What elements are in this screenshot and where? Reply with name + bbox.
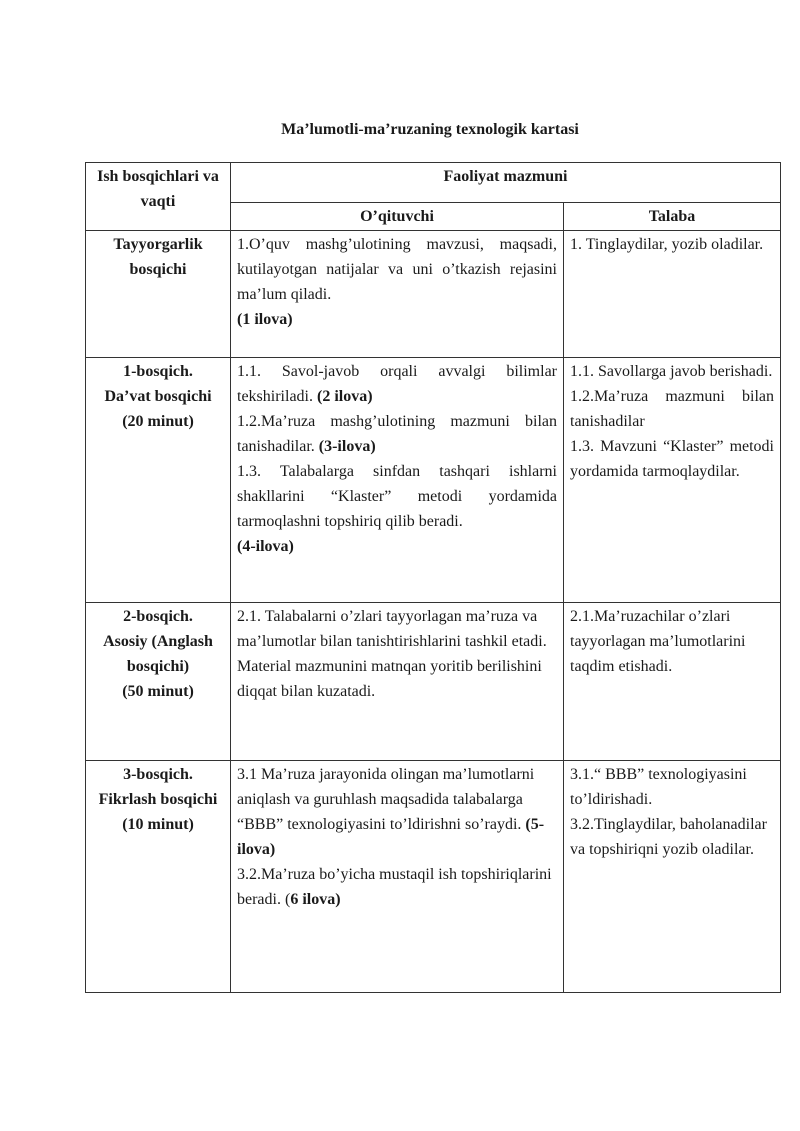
student-cell: 1.1. Savollarga javob berishadi. 1.2.Ma’ruza mazmuni bilan tanishadilar 1.3. Mavzuni “Klaster” metodi yordamida tarmoqlaydilar. (564, 358, 781, 603)
teacher-cell: 1.1. Savol-javob orqali avvalgi bilimlar tekshiriladi. (2 ilova) 1.2.Ma’ruza mashg’ulotining mazmuni bilan tanishadilar. (3-ilova) 1.3. Talabalarga sinfdan tashqari ishlarni shakllarini “Klaster” metodi yordamida tarmoqlashni topshiriq qilib beradi. (4-ilova) (231, 358, 564, 603)
table-row (86, 358, 781, 603)
table-row (86, 231, 781, 358)
stage-cell: Tayyorgarlik bosqichi (86, 231, 231, 358)
student-cell: 3.1.“ BBB” texnologiyasini to’ldirishadi. 3.2.Tinglaydilar, baholanadilar va topshiriqni yozib oladilar. (564, 761, 781, 993)
stage-cell: 3-bosqich. Fikrlash bosqichi (10 minut) (86, 761, 231, 993)
teacher-cell: 1.O’quv mashg’ulotining mavzusi, maqsadi, kutilayotgan natijalar va uni o’tkazish rejasini ma’lum qiladi. (1 ilova) (231, 231, 564, 358)
header-teacher: O’qituvchi (231, 203, 564, 231)
student-cell: 1. Tinglaydilar, yozib oladilar. (564, 231, 781, 358)
student-cell: 2.1.Ma’ruzachilar o’zlari tayyorlagan ma’lumotlarini taqdim etishadi. (564, 603, 781, 761)
stage-cell: 1-bosqich. Da’vat bosqichi (20 minut) (86, 358, 231, 603)
teacher-cell: 2.1. Talabalarni o’zlari tayyorlagan ma’ruza va ma’lumotlar bilan tanishtirishlarini tashkil etadi. Material mazmunini matnqan yoritib berilishini diqqat bilan kuzatadi. (231, 603, 564, 761)
header-student: Talaba (564, 203, 781, 231)
table-row (86, 603, 781, 761)
technology-card-table (85, 162, 781, 993)
page-title: Ma’lumotli-ma’ruzaning texnologik kartasi (281, 121, 579, 138)
teacher-cell: 3.1 Ma’ruza jarayonida olingan ma’lumotlarni aniqlash va guruhlash maqsadida talabalarga “BBB” texnologiyasini to’ldirishni so’raydi. (5-ilova) 3.2.Ma’ruza bo’yicha mustaqil ish topshiriqlarini beradi. (6 ilova) (231, 761, 564, 993)
header-stages: Ish bosqichlari va vaqti (86, 163, 231, 231)
table-row (86, 761, 781, 993)
table-header-row (86, 163, 781, 203)
header-activity: Faoliyat mazmuni (231, 163, 781, 203)
stage-cell: 2-bosqich. Asosiy (Anglash bosqichi) (50 minut) (86, 603, 231, 761)
